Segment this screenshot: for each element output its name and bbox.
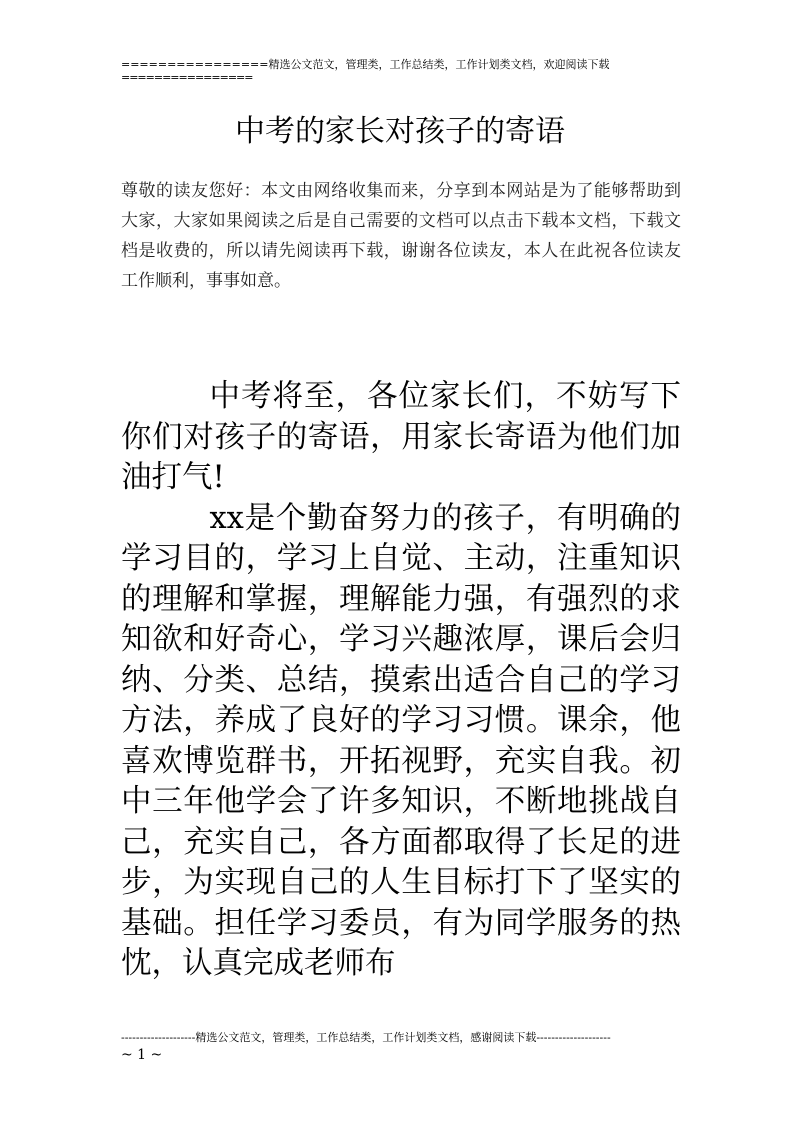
page-number: ~ 1 ~ xyxy=(121,1047,163,1063)
page-header-rule: ================ xyxy=(121,71,253,84)
body-paragraph: 中考将至，各位家长们，不妨写下你们对孩子的寄语，用家长寄语为他们加油打气! xyxy=(121,379,681,495)
reader-notice: 尊敬的读友您好：本文由网络收集而来，分享到本网站是为了能够帮助到大家，大家如果阅读之后是自己需要的文档可以点击下载本文档，下载文档是收费的，所以请先阅读再下载，谢谢各位读友，本人在此祝各位读友工作顺利，事事如意。 xyxy=(121,181,681,291)
body-paragraph: xx是个勤奋努力的孩子，有明确的学习目的，学习上自觉、主动，注重知识的理解和掌握，理解能力强，有强烈的求知欲和好奇心，学习兴趣浓厚，课后会归纳、分类、总结，摸索出适合自己的学习方法，养成了良好的学习习惯。课余，他喜欢博览群书，开拓视野，充实自我。初中三年他学会了许多知识，不断地挑战自己，充实自己，各方面都取得了长足的进步，为实现自己的人生目标打下了坚实的基础。担任学习委员，有为同学服务的热忱，认真完成老师布 xyxy=(121,500,681,981)
page-footer: --------------------精选公文范文，管理类，工作总结类，工作计划类文档，感谢阅读下载-------------------- xyxy=(121,1031,611,1044)
document-title: 中考的家长对孩子的寄语 xyxy=(235,114,565,149)
document-body xyxy=(121,377,681,985)
page-header: ================精选公文范文，管理类，工作总结类，工作计划类文档，欢迎阅读下载 xyxy=(121,58,610,71)
